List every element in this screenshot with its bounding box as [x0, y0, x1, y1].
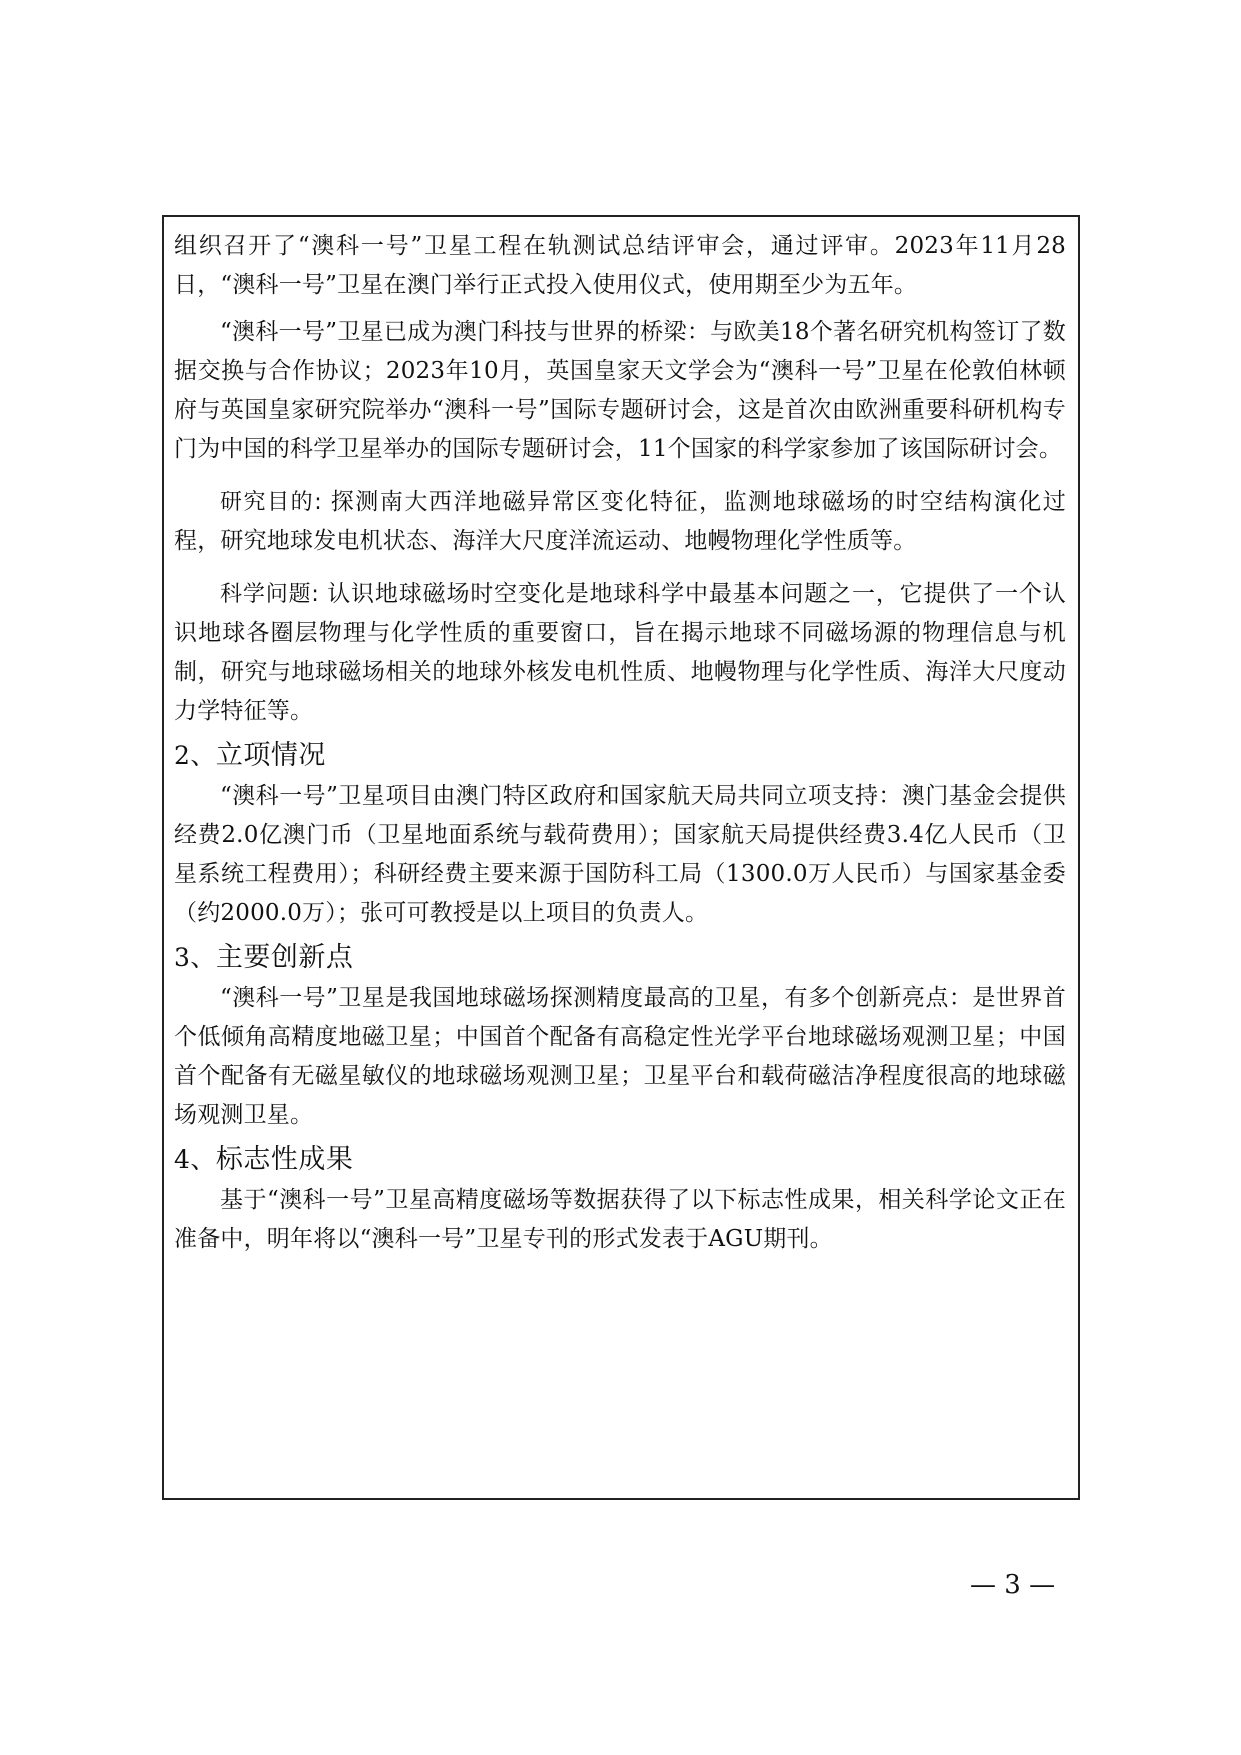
- science-question-text: 认识地球磁场时空变化是地球科学中最基本问题之一，它提供了一个认识地球各圈层物理与化学性质的重要窗口，旨在揭示地球不同磁场源的物理信息与机制，研究与地球磁场相关的地球外核发电机性质、地幔物理与化学性质、海洋大尺度动力学特征等。: [174, 581, 1066, 724]
- section-body-achievements: 基于“澳科一号”卫星高精度磁场等数据获得了以下标志性成果，相关科学论文正在准备中，明年将以“澳科一号”卫星专刊的形式发表于AGU期刊。: [174, 1187, 1066, 1252]
- paragraph-evaluation: 组织召开了“澳科一号”卫星工程在轨测试总结评审会，通过评审。2023年11月28日，“澳科一号”卫星在澳门举行正式投入使用仪式，使用期至少为五年。: [174, 233, 1066, 298]
- section-title: 立项情况: [215, 740, 326, 771]
- research-goal-text: 探测南大西洋地磁异常区变化特征，监测地球磁场的时空结构演化过程，研究地球发电机状态、海洋大尺度洋流运动、地幔物理化学性质等。: [174, 489, 1066, 554]
- research-goal-paragraph: [174, 483, 1066, 561]
- page-number: — 3 —: [970, 1570, 1056, 1600]
- section-number: 4、: [174, 1145, 216, 1174]
- research-goal-label: 研究目的:: [220, 490, 322, 515]
- paragraph-international-bridge: “澳科一号”卫星已成为澳门科技与世界的桥梁：与欧美18个著名研究机构签订了数据交换与合作协议；2023年10月，英国皇家天文学会为“澳科一号”卫星在伦敦伯林顿府与英国皇家研究院举办“澳科一号”国际专题研讨会，这是首次由欧洲重要科研机构专门为中国的科学卫星举办的国际专题研讨会，11个国家的科学家参加了该国际研讨会。: [174, 319, 1066, 462]
- section-title: 主要创新点: [215, 942, 354, 973]
- section-number: 3、: [174, 943, 216, 972]
- section-body-innovation: “澳科一号”卫星是我国地球磁场探测精度最高的卫星，有多个创新亮点：是世界首个低倾角高精度地磁卫星；中国首个配备有高稳定性光学平台地球磁场观测卫星；中国首个配备有无磁星敏仪的地球磁场观测卫星；卫星平台和载荷磁洁净程度很高的地球磁场观测卫星。: [174, 985, 1066, 1128]
- section-heading-innovation: [174, 937, 1066, 979]
- section-heading-achievements: [174, 1139, 1066, 1181]
- science-question-label: 科学问题:: [220, 582, 320, 607]
- science-question-paragraph: [174, 575, 1066, 731]
- content-frame: [162, 215, 1080, 1500]
- section-number: 2、: [174, 741, 216, 770]
- section-heading-approval: [174, 735, 1066, 777]
- section-title: 标志性成果: [215, 1144, 354, 1175]
- section-body-approval: “澳科一号”卫星项目由澳门特区政府和国家航天局共同立项支持：澳门基金会提供经费2.0亿澳门币（卫星地面系统与载荷费用）；国家航天局提供经费3.4亿人民币（卫星系统工程费用）；科研经费主要来源于国防科工局（1300.0万人民币）与国家基金委（约2000.0万）；张可可教授是以上项目的负责人。: [174, 783, 1066, 926]
